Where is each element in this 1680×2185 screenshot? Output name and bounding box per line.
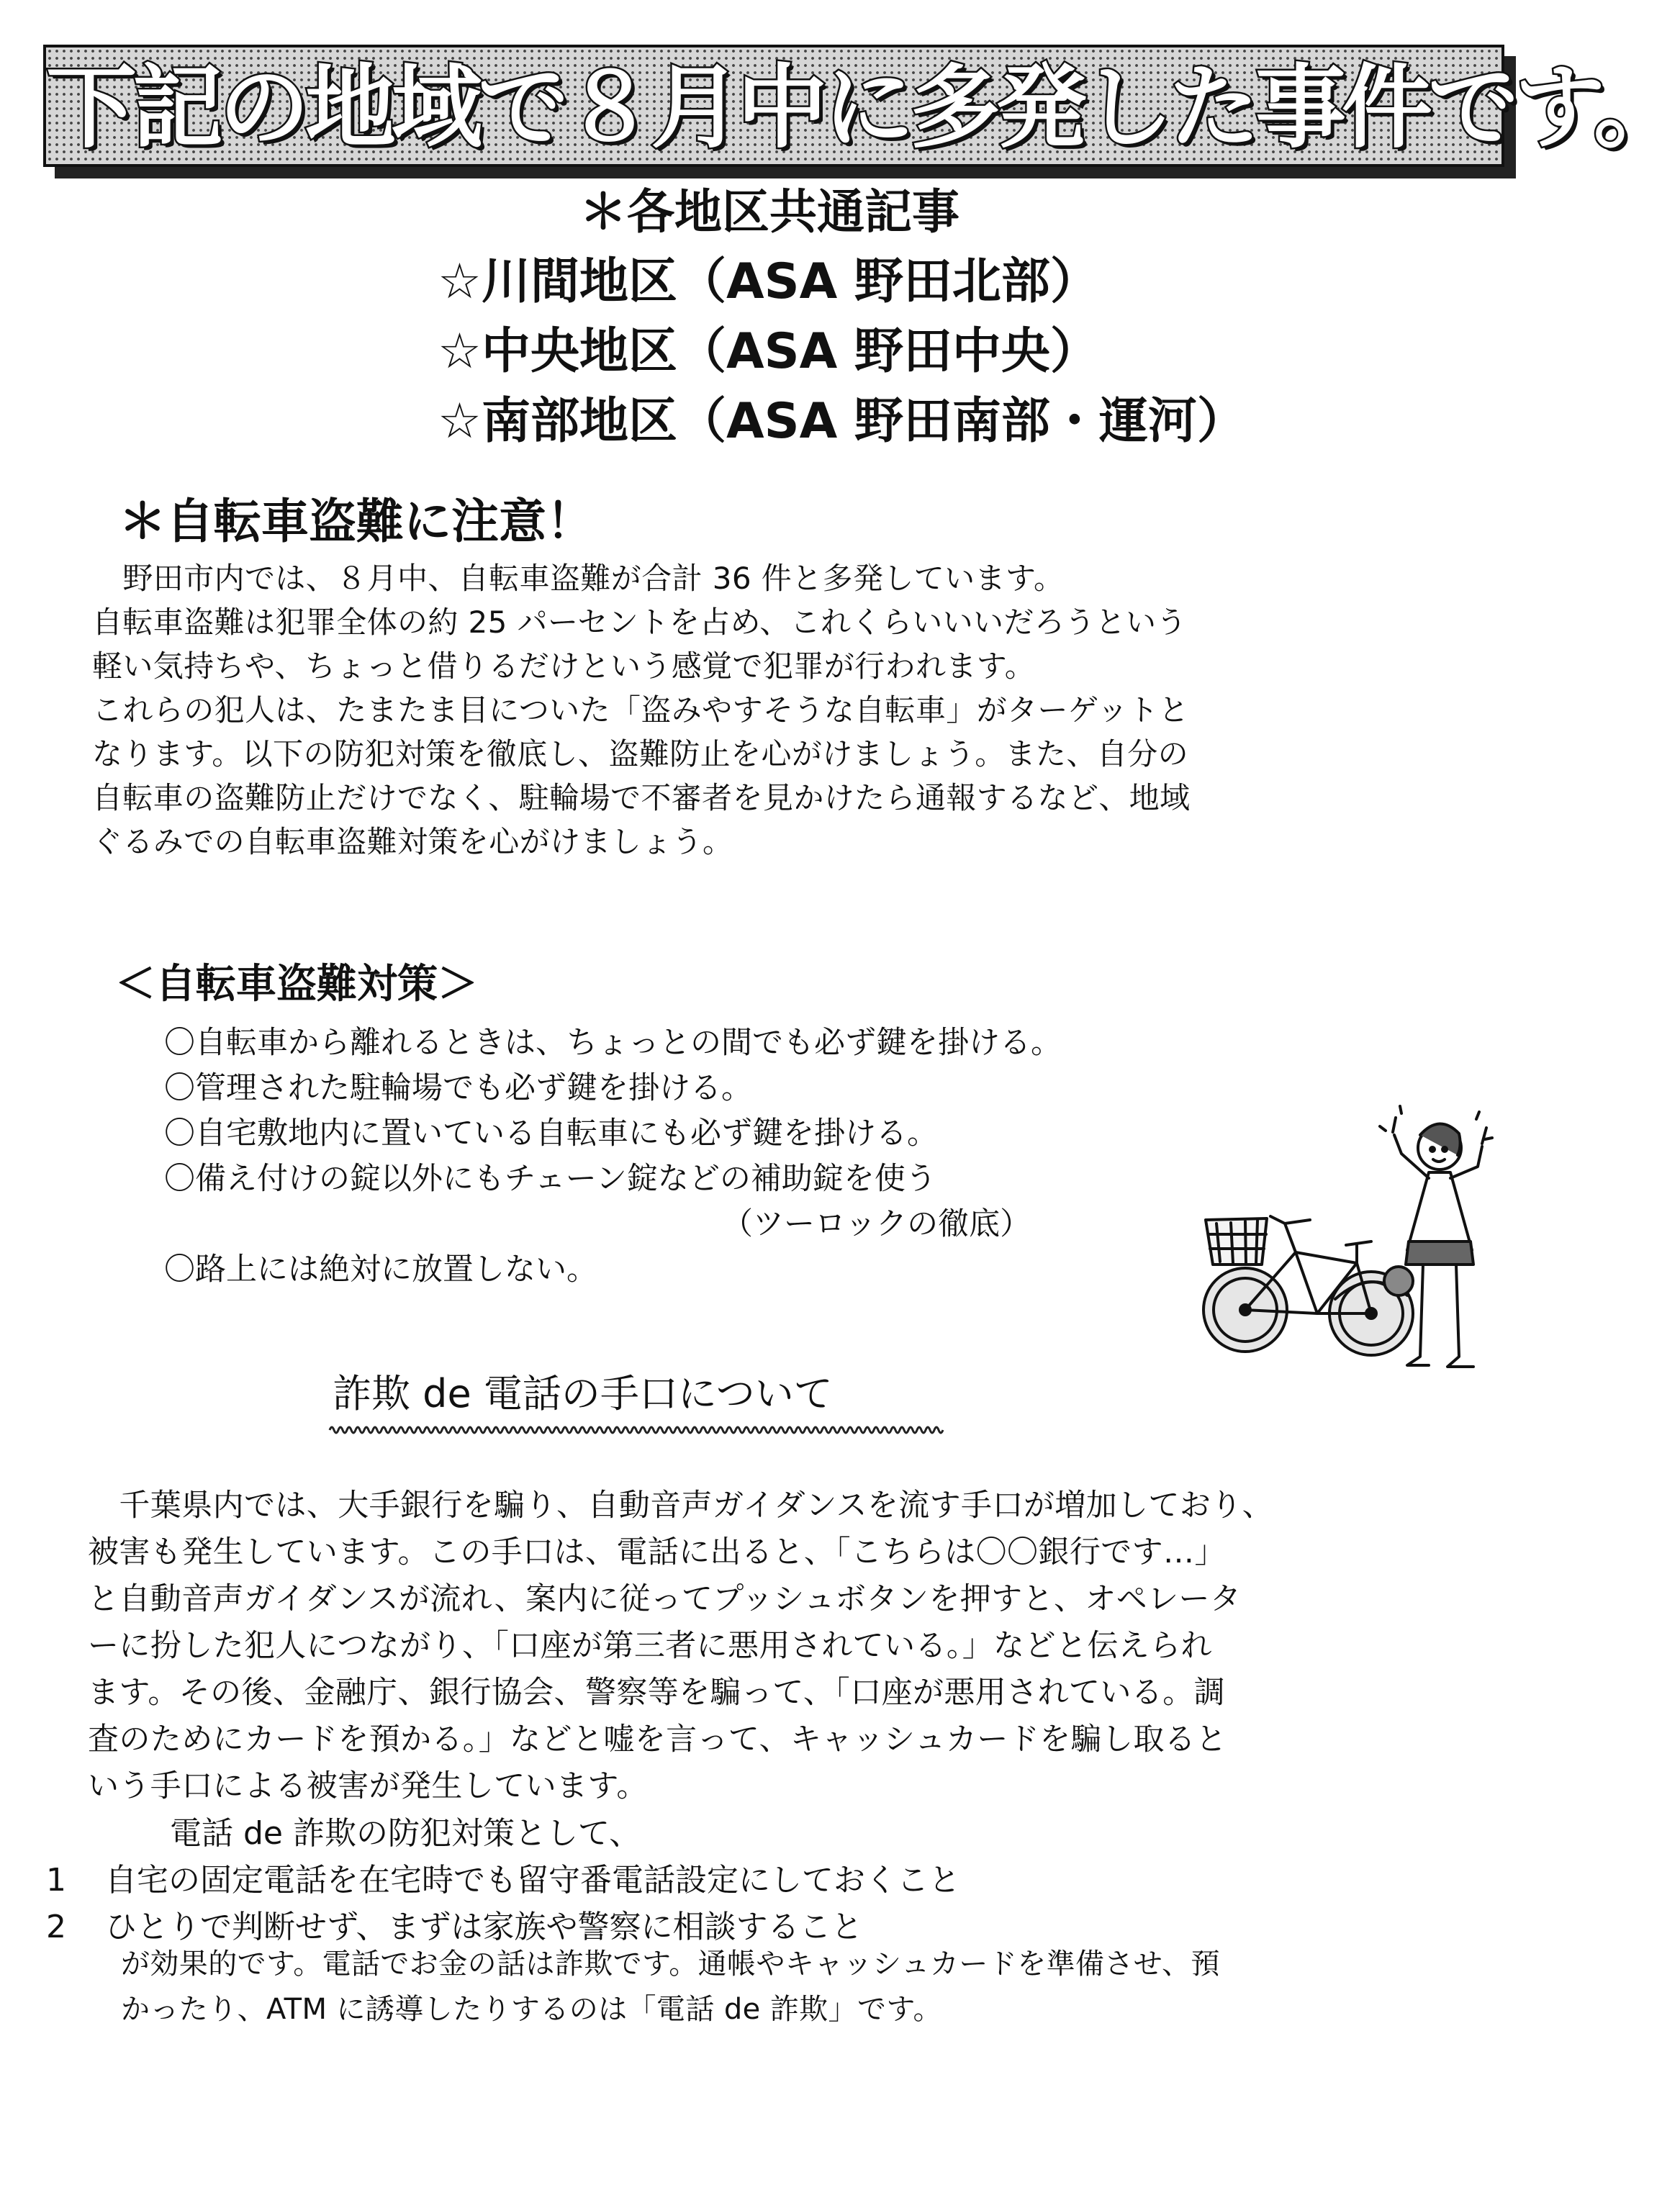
paragraph-line: ーに扮した犯人につながり、「口座が第三者に悪用されている。」などと伝えられ: [88, 1628, 1212, 1664]
paragraph-line: 野田市内では、８月中、自転車盗難が合計 36 件と多発しています。: [92, 561, 1065, 596]
paragraph-line: ます。その後、金融庁、銀行協会、警察等を騙って、「口座が悪用されている。調: [88, 1675, 1225, 1711]
list-item: 〇路上には絶対に放置しない。: [164, 1252, 597, 1288]
paragraph-line: が効果的です。電話でお金の話は詐欺です。通帳やキャッシュカードを準備させ、預: [121, 1948, 1220, 1981]
paragraph-line: かったり、ATM に誘導したりするのは「電話 de 詐欺」です。: [121, 1993, 942, 2026]
list-text: 自宅の固定電話を在宅時でも留守番電話設定にしておくこと: [105, 1862, 960, 1899]
bike-measures-list: [164, 1021, 1062, 1293]
list-item: 〇管理された駐輪場でも必ず鍵を掛ける。: [164, 1070, 752, 1106]
paragraph-line: 軽い気持ちや、ちょっと借りるだけという感覚で犯罪が行われます。: [92, 648, 1036, 684]
paragraph-line: 被害も発生しています。この手口は、電話に出ると、「こちらは〇〇銀行です…」: [88, 1534, 1226, 1570]
list-number: 2: [46, 1909, 66, 1945]
paragraph-line: いう手口による被害が発生しています。: [88, 1768, 648, 1804]
paragraph-line: と自動音声ガイダンスが流れ、案内に従ってプッシュボタンを押すと、オペレータ: [88, 1581, 1242, 1617]
list-number: 1: [46, 1862, 66, 1899]
paragraph-line: これらの犯人は、たまたま目についた「盗みやすそうな自転車」がターゲットと: [92, 692, 1189, 728]
wavy-underline: [330, 1422, 949, 1438]
list-item: 〇自宅敷地内に置いている自転車にも必ず鍵を掛ける。: [164, 1116, 938, 1152]
list-text: ひとりで判断せず、まずは家族や警察に相談すること: [105, 1909, 863, 1945]
paragraph-line: 自転車盗難は犯罪全体の約 25 パーセントを占め、これくらいいいだろうという: [92, 605, 1187, 640]
area-kawama: ☆川間地区（ASA 野田北部）: [438, 253, 1099, 310]
list-item-note: （ツーロックの徹底）: [722, 1206, 1031, 1242]
banner-title: 下記の地域で８月中に多発した事件です。: [46, 55, 1680, 160]
fraud-heading: 詐欺 de 電話の手口について: [333, 1371, 833, 1416]
list-item: 〇備え付けの錠以外にもチェーン錠などの補助錠を使う: [164, 1161, 936, 1197]
fraud-paragraph: [88, 1483, 1513, 1810]
list-item: 〇自転車から離れるときは、ちょっとの間でも必ず鍵を掛ける。: [164, 1025, 1062, 1061]
paragraph-line: 千葉県内では、大手銀行を騙り、自動音声ガイダンスを流す手口が増加しており、: [88, 1488, 1274, 1524]
area-nanbu: ☆南部地区（ASA 野田南部・運河）: [438, 393, 1246, 450]
list-item: [46, 1857, 960, 1904]
paragraph-line: 自転車の盗難防止だけでなく、駐輪場で不審者を見かけたら通報するなど、地域: [92, 780, 1191, 815]
title-banner: [43, 45, 1680, 167]
fraud-measures: [46, 1810, 960, 1950]
fraud-measures-lead: 電話 de 詐欺の防犯対策として、: [170, 1815, 641, 1852]
paragraph-line: ぐるみでの自転車盗難対策を心がけましょう。: [92, 824, 733, 859]
bike-theft-paragraph: [92, 556, 1503, 864]
girl-with-bicycle-icon: [1191, 1098, 1494, 1385]
paragraph-line: なります。以下の防犯対策を徹底し、盗難防止を心がけましょう。また、自分の: [92, 736, 1189, 772]
area-chuo: ☆中央地区（ASA 野田中央）: [438, 323, 1099, 380]
fraud-closing: [121, 1942, 1220, 2032]
paragraph-line: 査のためにカードを預かる。」などと嘘を言って、キャッシュカードを騙し取ると: [88, 1722, 1227, 1758]
bike-measures-heading: ＜自転車盗難対策＞: [115, 961, 478, 1008]
common-article-heading: ＊各地区共通記事: [579, 184, 959, 240]
bike-theft-heading: ＊自転車盗難に注意！: [119, 494, 594, 549]
